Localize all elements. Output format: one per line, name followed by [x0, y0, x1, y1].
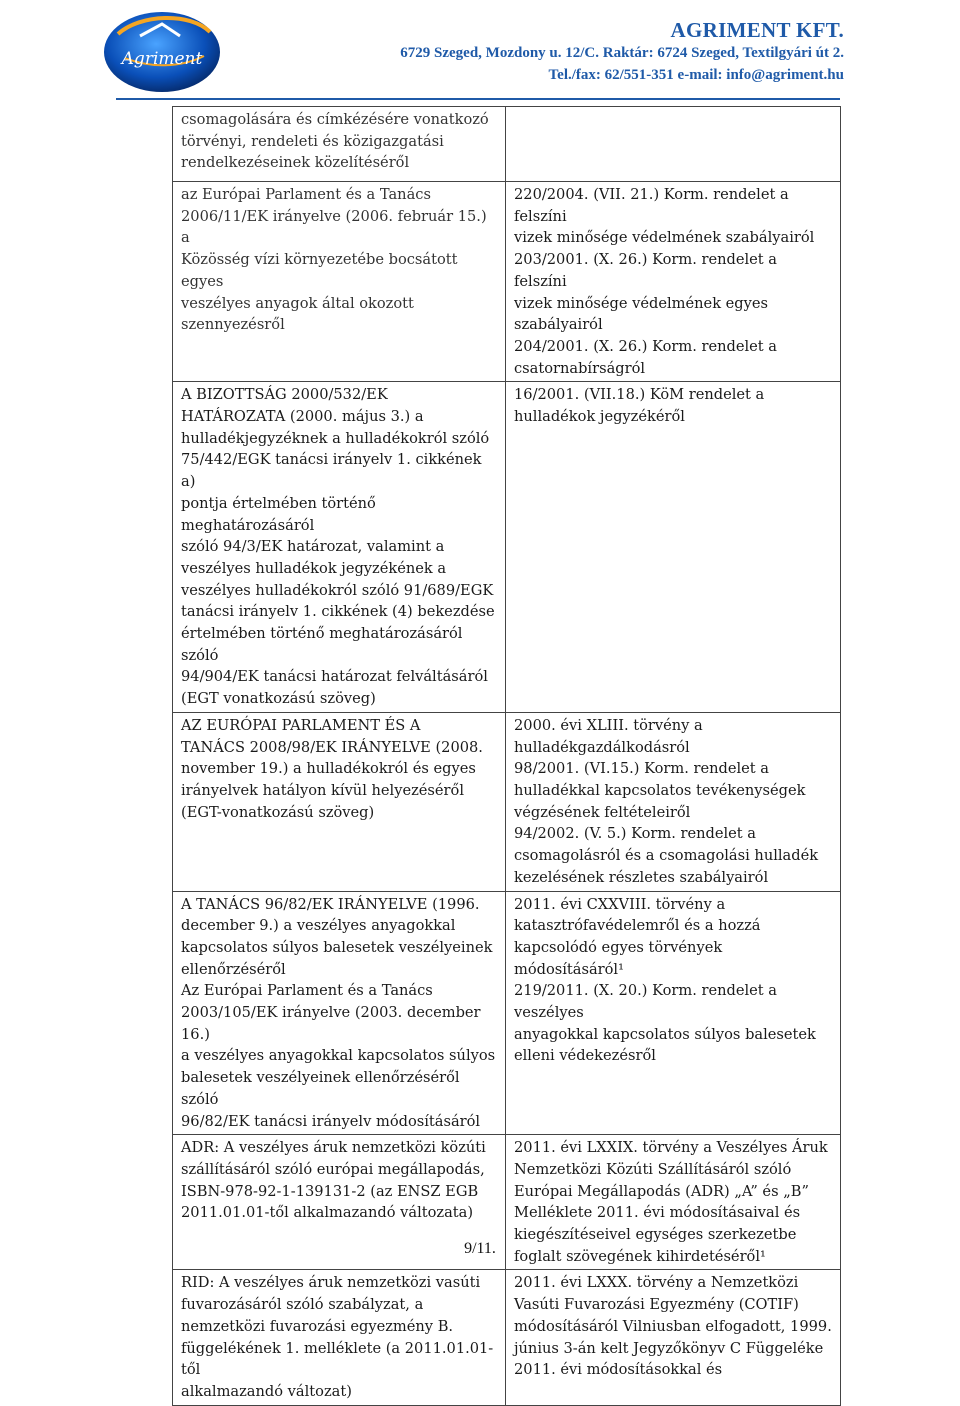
table-row [173, 712, 841, 891]
eu-regulation-cell: AZ EURÓPAI PARLAMENT ÉS A TANÁCS 2008/98/EK IRÁNYELVE (2008. november 19.) a hulladékokról és egyes irányelvek hatályon kívül helyezéséről (EGT-vonatkozású szöveg) [173, 712, 506, 891]
eu-regulation-cell: ADR: A veszélyes áruk nemzetközi közúti szállításáról szóló európai megállapodás, ISBN-978-92-1-139131-2 (az ENSZ EGB 2011.01.01-től alkalmazandó változata) [173, 1135, 506, 1270]
agriment-logo-icon [100, 6, 230, 96]
hu-regulation-cell: 2000. évi XLIII. törvény a hulladékgazdálkodásról 98/2001. (VI.15.) Korm. rendelet a hulladékkal kapcsolatos tevékenységek végzésének feltételeiről 94/2002. (V. 5.) Korm. rendelet a csomagolásról és a csomagolási hulladék kezelésének részletes szabályairól [506, 712, 841, 891]
company-header [400, 18, 844, 86]
company-name: AGRIMENT KFT. [670, 18, 844, 42]
table-row [173, 107, 841, 182]
page-number: 9/11. [464, 1240, 496, 1257]
hu-regulation-cell [506, 107, 841, 182]
table-row [173, 891, 841, 1135]
eu-regulation-cell: RID: A veszélyes áruk nemzetközi vasúti fuvarozásáról szóló szabályzat, a nemzetközi fuvarozási egyezmény B. függelékének 1. melléklete (a 2011.01.01-től alkalmazandó változat) [173, 1270, 506, 1405]
table-row [173, 182, 841, 382]
hu-regulation-cell: 2011. évi LXXX. törvény a Nemzetközi Vasúti Fuvarozási Egyezmény (COTIF) módosításáról Vilniusban elfogadott, 1999. június 3-án kelt Jegyzőkönyv C Függeléke 2011. évi módosításokkal és [506, 1270, 841, 1405]
hu-regulation-cell: 2011. évi LXXIX. törvény a Veszélyes Áruk Nemzetközi Közúti Szállításáról szóló Európai Megállapodás (ADR) „A” és „B” Melléklete 2011. évi módosításaival és kiegészítéseivel egységes szerkezetbe foglalt szövegének kihirdetéséről¹ [506, 1135, 841, 1270]
company-address: 6729 Szeged, Mozdony u. 12/C. Raktár: 6724 Szeged, Textilgyári út 2. [400, 45, 844, 61]
eu-regulation-cell: csomagolására és címkézésére vonatkozó törvényi, rendeleti és közigazgatási rendelkezéseinek közelítéséről [173, 107, 506, 182]
eu-regulation-cell: A TANÁCS 96/82/EK IRÁNYELVE (1996. december 9.) a veszélyes anyagokkal kapcsolatos súlyos balesetek veszélyeinek ellenőrzéséről Az Európai Parlament és a Tanács 2003/105/EK irányelve (2003. december 16.) a veszélyes anyagokkal kapcsolatos súlyos balesetek veszélyeinek ellenőrzéséről szóló 96/82/EK tanácsi irányelv módosításáról [173, 891, 506, 1135]
eu-regulation-cell: az Európai Parlament és a Tanács 2006/11/EK irányelve (2006. február 15.) a Közösség vízi környezetébe bocsátott egyes veszélyes anyagok által okozott szennyezésről [173, 182, 506, 382]
table-row [173, 382, 841, 713]
hu-regulation-cell: 220/2004. (VII. 21.) Korm. rendelet a felszíni vizek minősége védelmének szabályairól 203/2001. (X. 26.) Korm. rendelet a felszíni vizek minősége védelmének egyes szabályairól 204/2001. (X. 26.) Korm. rendelet a csatornabírságról [506, 182, 841, 382]
company-contact: Tel./fax: 62/551-351 e-mail: info@agriment.hu [548, 67, 844, 83]
table-row [173, 1270, 841, 1405]
hu-regulation-cell: 2011. évi CXXVIII. törvény a katasztrófavédelemről és a hozzá kapcsolódó egyes törvények módosításáról¹ 219/2011. (X. 20.) Korm. rendelet a veszélyes anyagokkal kapcsolatos súlyos balesetek elleni védekezésről [506, 891, 841, 1135]
company-logo [100, 6, 230, 96]
header-divider [116, 98, 840, 100]
hu-regulation-cell: 16/2001. (VII.18.) KöM rendelet a hulladékok jegyzékéről [506, 382, 841, 713]
svg-text:Agriment: Agriment [121, 49, 203, 69]
eu-regulation-cell: A BIZOTTSÁG 2000/532/EK HATÁROZATA (2000. május 3.) a hulladékjegyzéknek a hulladékokról szóló 75/442/EGK tanácsi irányelv 1. cikkének a) pontja értelmében történő meghatározásáról szóló 94/3/EK határozat, valamint a veszélyes hulladékok jegyzékének a veszélyes hulladékokról szóló 91/689/EGK tanácsi irányelv 1. cikkének (4) bekezdése értelmében történő meghatározásáról szóló 94/904/EK tanácsi határozat felváltásáról (EGT vonatkozású szöveg) [173, 382, 506, 713]
regulations-table [172, 106, 841, 1406]
